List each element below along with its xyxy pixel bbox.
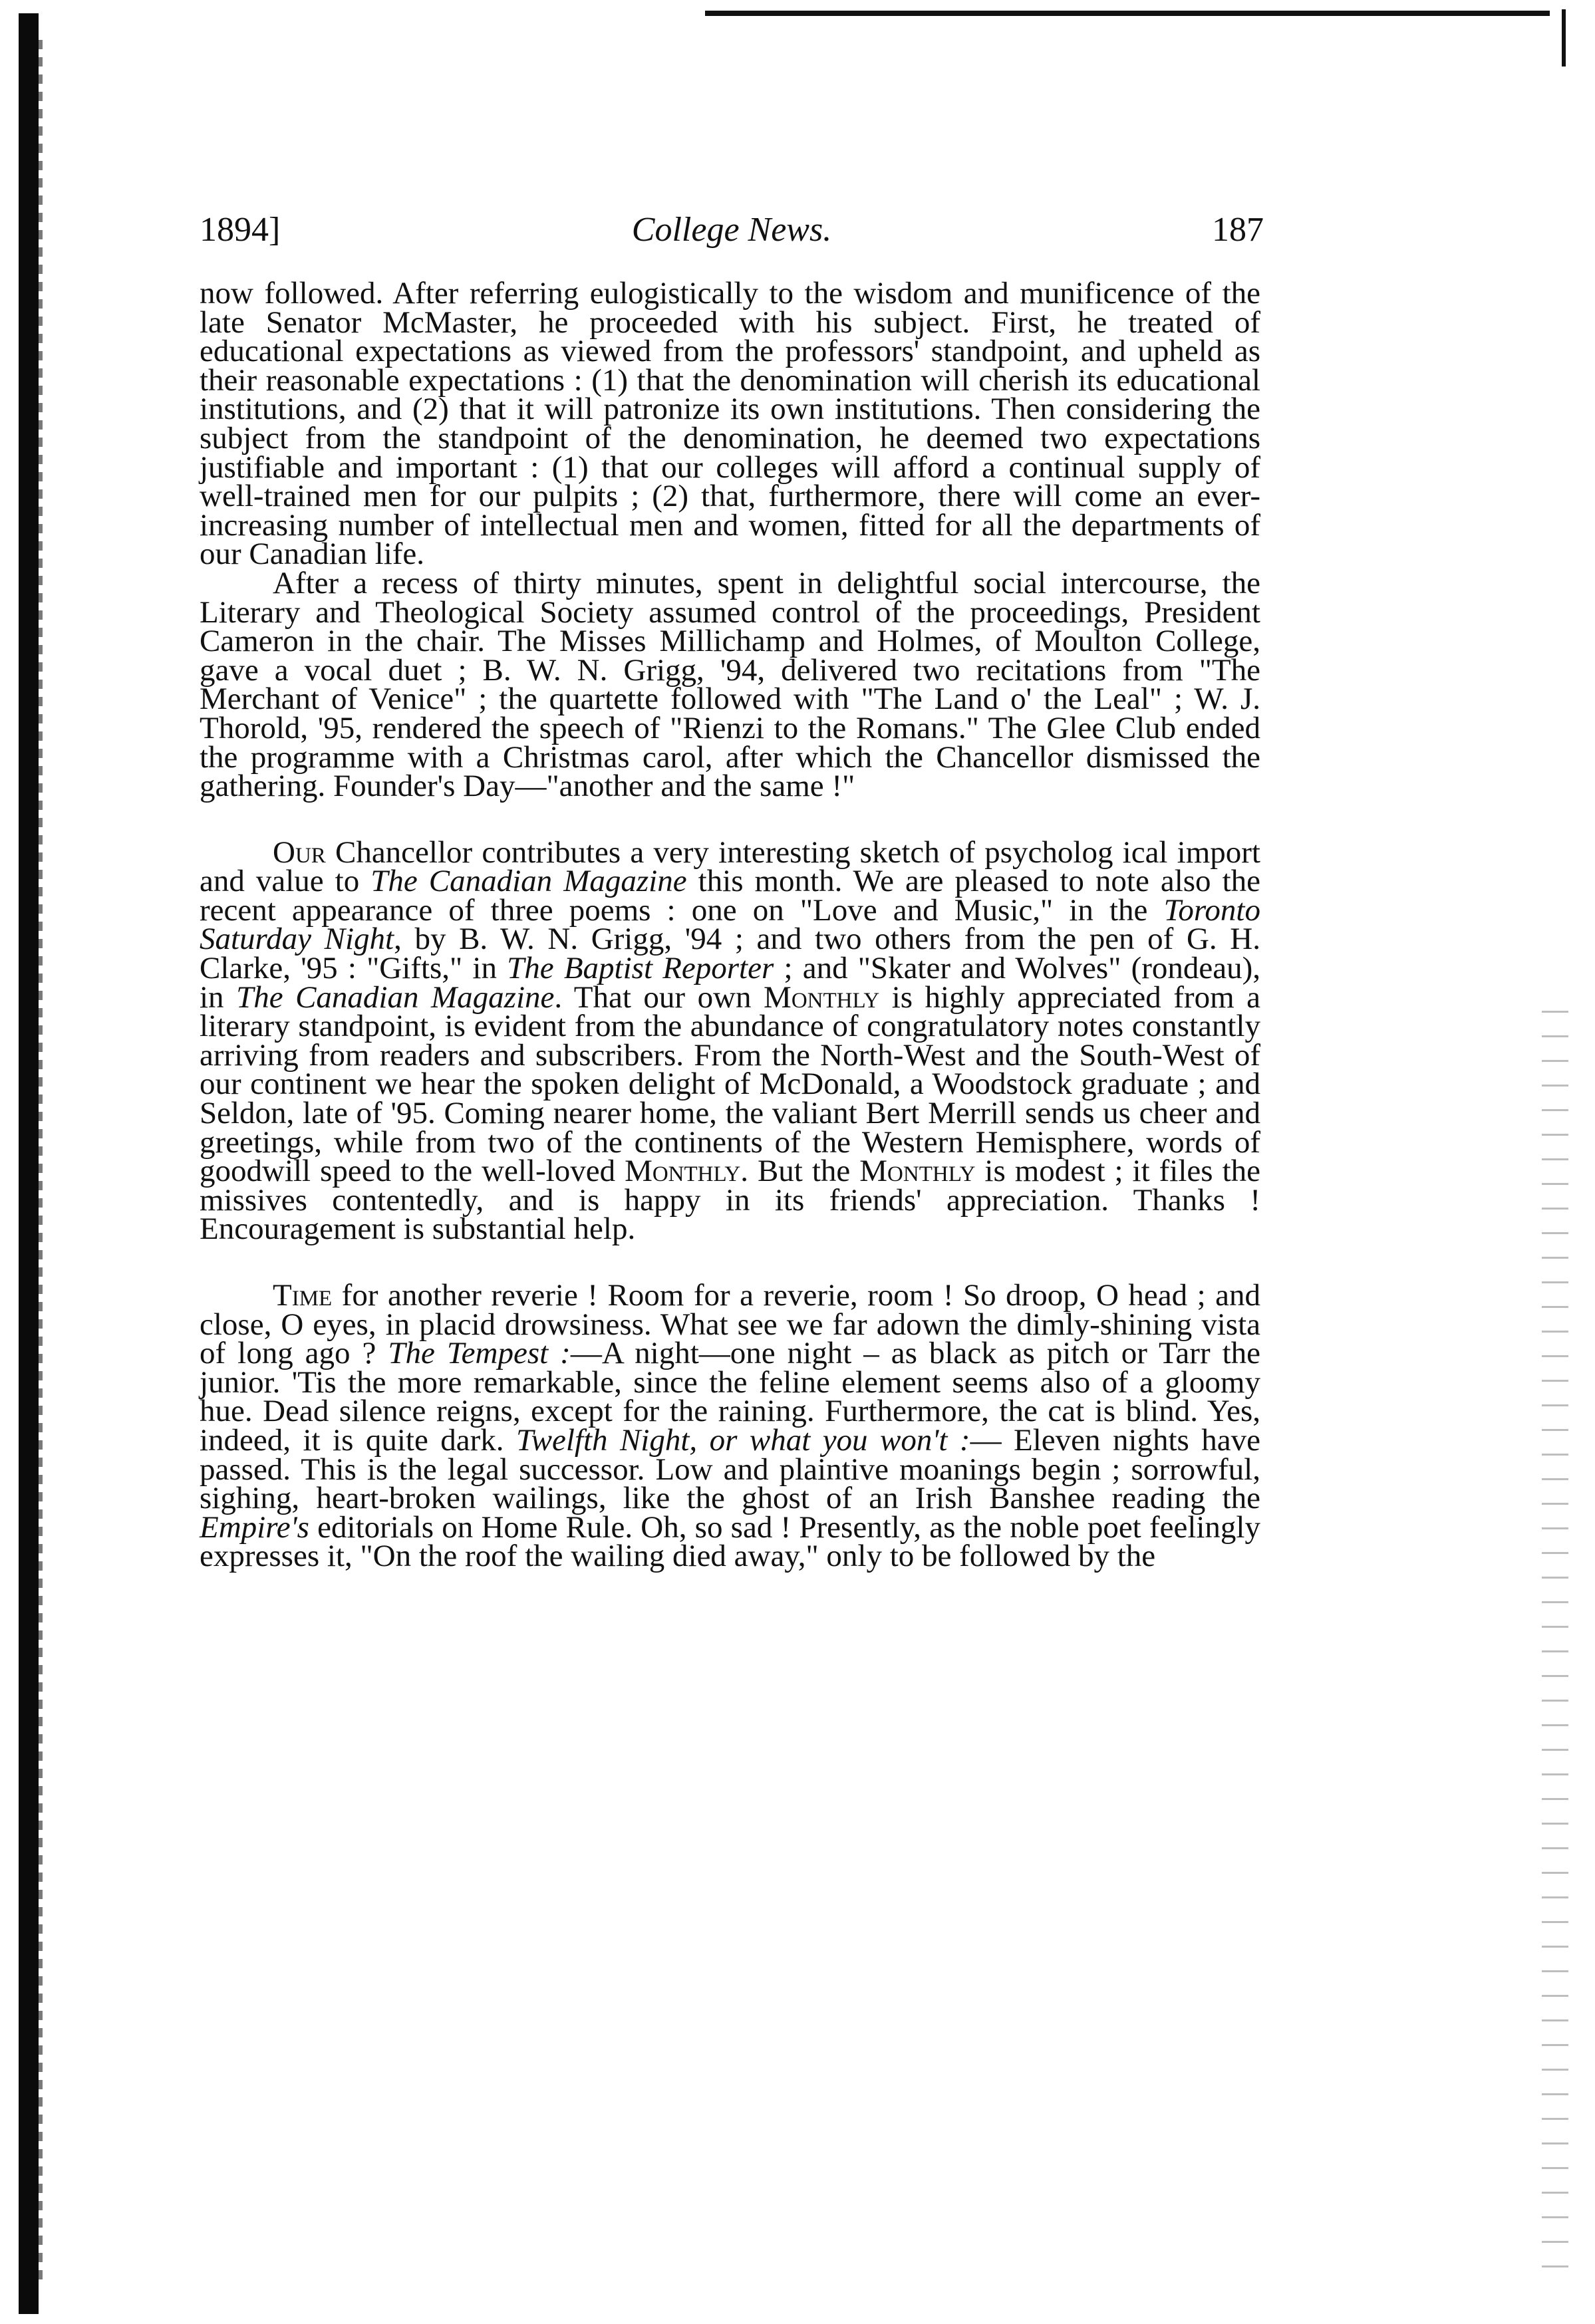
article-body xyxy=(200,276,1261,1574)
text-run: Chancellor contributes a very interesting sketch of psycholog ical import and value to xyxy=(200,835,1260,899)
text-run: editorials on Home Rule. Oh, so sad ! Presently, as the noble poet feelingly expresses it, "On the roof the wailing died away," only to be followed by the xyxy=(200,1509,1260,1574)
paragraph-3 xyxy=(200,835,1260,1247)
text-run: is modest ; it files the missives contentedly, and is happy in its friends' appreciation. Thanks ! Encouragement is substantial help. xyxy=(200,1154,1260,1247)
header-year: 1894] xyxy=(200,211,281,249)
text-run: After a recess of thirty minutes, spent in delightful social intercourse, the Literary and Theological Society assumed control of the proceedings, President Cameron in the chair. The Misses Millichamp and Holmes, of Moulton College, gave a vocal duet ; B. W. N. Grigg, '94, delivered two recitations from "The Merchant of Venice" ; the quartette followed with "The Land o' the Leal" ; W. J. Thorold, '95, rendered the speech of "Rienzi to the Romans." The Glee Club ended the programme with a Christmas carol, after which the Chancellor dismissed the gathering. Founder's Day—"another and the same !" xyxy=(200,565,1260,804)
text-run: . But the xyxy=(740,1154,860,1189)
running-header xyxy=(200,210,1264,263)
text-run: — Eleven nights have passed. This is the legal successor. Low and plaintive moanings begin ; sorrowful, sighing, heart-broken wailings, like the ghost of an Irish Banshee reading the xyxy=(200,1422,1261,1516)
text-run-italic: The Baptist Reporter xyxy=(507,951,774,986)
corner-mark xyxy=(1562,9,1566,66)
text-run-italic: Twelfth Night, or what you won't : xyxy=(515,1422,970,1458)
text-run-italic: The Canadian Magazine xyxy=(236,979,555,1015)
paragraph-2 xyxy=(200,565,1260,804)
text-run: for another reverie ! Room for a reverie, room ! So droop, O head ; and close, O eyes, in placid drowsiness. What see we far adown the dimly-shining vista of long ago ? xyxy=(200,1278,1260,1371)
text-run: now followed. After referring eulogistically to the wisdom and munificence of the late Senator McMaster, he proceeded with his subject. First, he treated of educational expectations as viewed from the professors' standpoint, and upheld as their reasonable expectations : (1) that the denomination will cherish its educational institutions, and (2) that it will patronize its own institutions. Then considering the subject from the standpoint of the denomination, he deemed two expectations justifiable and important : (1) that our colleges will afford a continual supply of well-trained men for our pulpits ; (2) that, furthermore, there will come an ever-increasing number of intellectual men and women, fitted for all the departments of our Canadian life. xyxy=(200,276,1260,572)
text-run: this month. We are pleased to note also the recent appearance of three poems : one on "Love and Music," in the xyxy=(200,864,1260,928)
text-run-italic: The Canadian Magazine xyxy=(370,864,687,899)
top-rule xyxy=(705,11,1550,16)
header-title: College News. xyxy=(631,211,832,249)
text-run: Time xyxy=(273,1278,333,1313)
text-run-italic: The Tempest : xyxy=(388,1336,571,1371)
text-run: Monthly xyxy=(859,1154,976,1189)
text-run: . That our own xyxy=(554,979,764,1015)
text-run: Our xyxy=(273,835,326,870)
text-run-italic: Toronto Saturday Night xyxy=(200,892,1260,957)
text-run: —A night—one night – as black as pitch or Tarr the junior. 'Tis the more remarkable, since the feline element seems also of a gloomy hue. Dead silence reigns, except for the raining. Furthermore, the cat is blind. Yes, indeed, it is quite dark. xyxy=(200,1336,1260,1458)
page-number: 187 xyxy=(1212,211,1264,249)
binding-spine xyxy=(19,13,39,2314)
margin-speckles xyxy=(1542,1011,1568,2287)
text-run-italic: Empire's xyxy=(200,1509,309,1545)
text-run: , by B. W. N. Grigg, '94 ; and two others from the pen of G. H. Clarke, '95 : "Gifts," in xyxy=(200,922,1260,986)
text-run: ; and "Skater and Wolves" (rondeau), in xyxy=(200,951,1260,1015)
paragraph-1 xyxy=(200,276,1260,572)
text-run: is highly appreciated from a literary standpoint, is evident from the abundance of congratulatory notes constantly arriving from readers and subscribers. From the North-West and the South-West of our continent we hear the spoken delight of McDonald, a Woodstock graduate ; and Seldon, late of '95. Coming nearer home, the valiant Bert Merrill sends us cheer and greetings, while from two of the continents of the Western Hemisphere, words of goodwill speed to the well-loved xyxy=(200,979,1260,1189)
text-run: Monthly xyxy=(625,1154,741,1189)
text-run: Monthly xyxy=(764,979,880,1015)
binding-edge xyxy=(39,40,43,2287)
paragraph-4 xyxy=(200,1278,1261,1574)
